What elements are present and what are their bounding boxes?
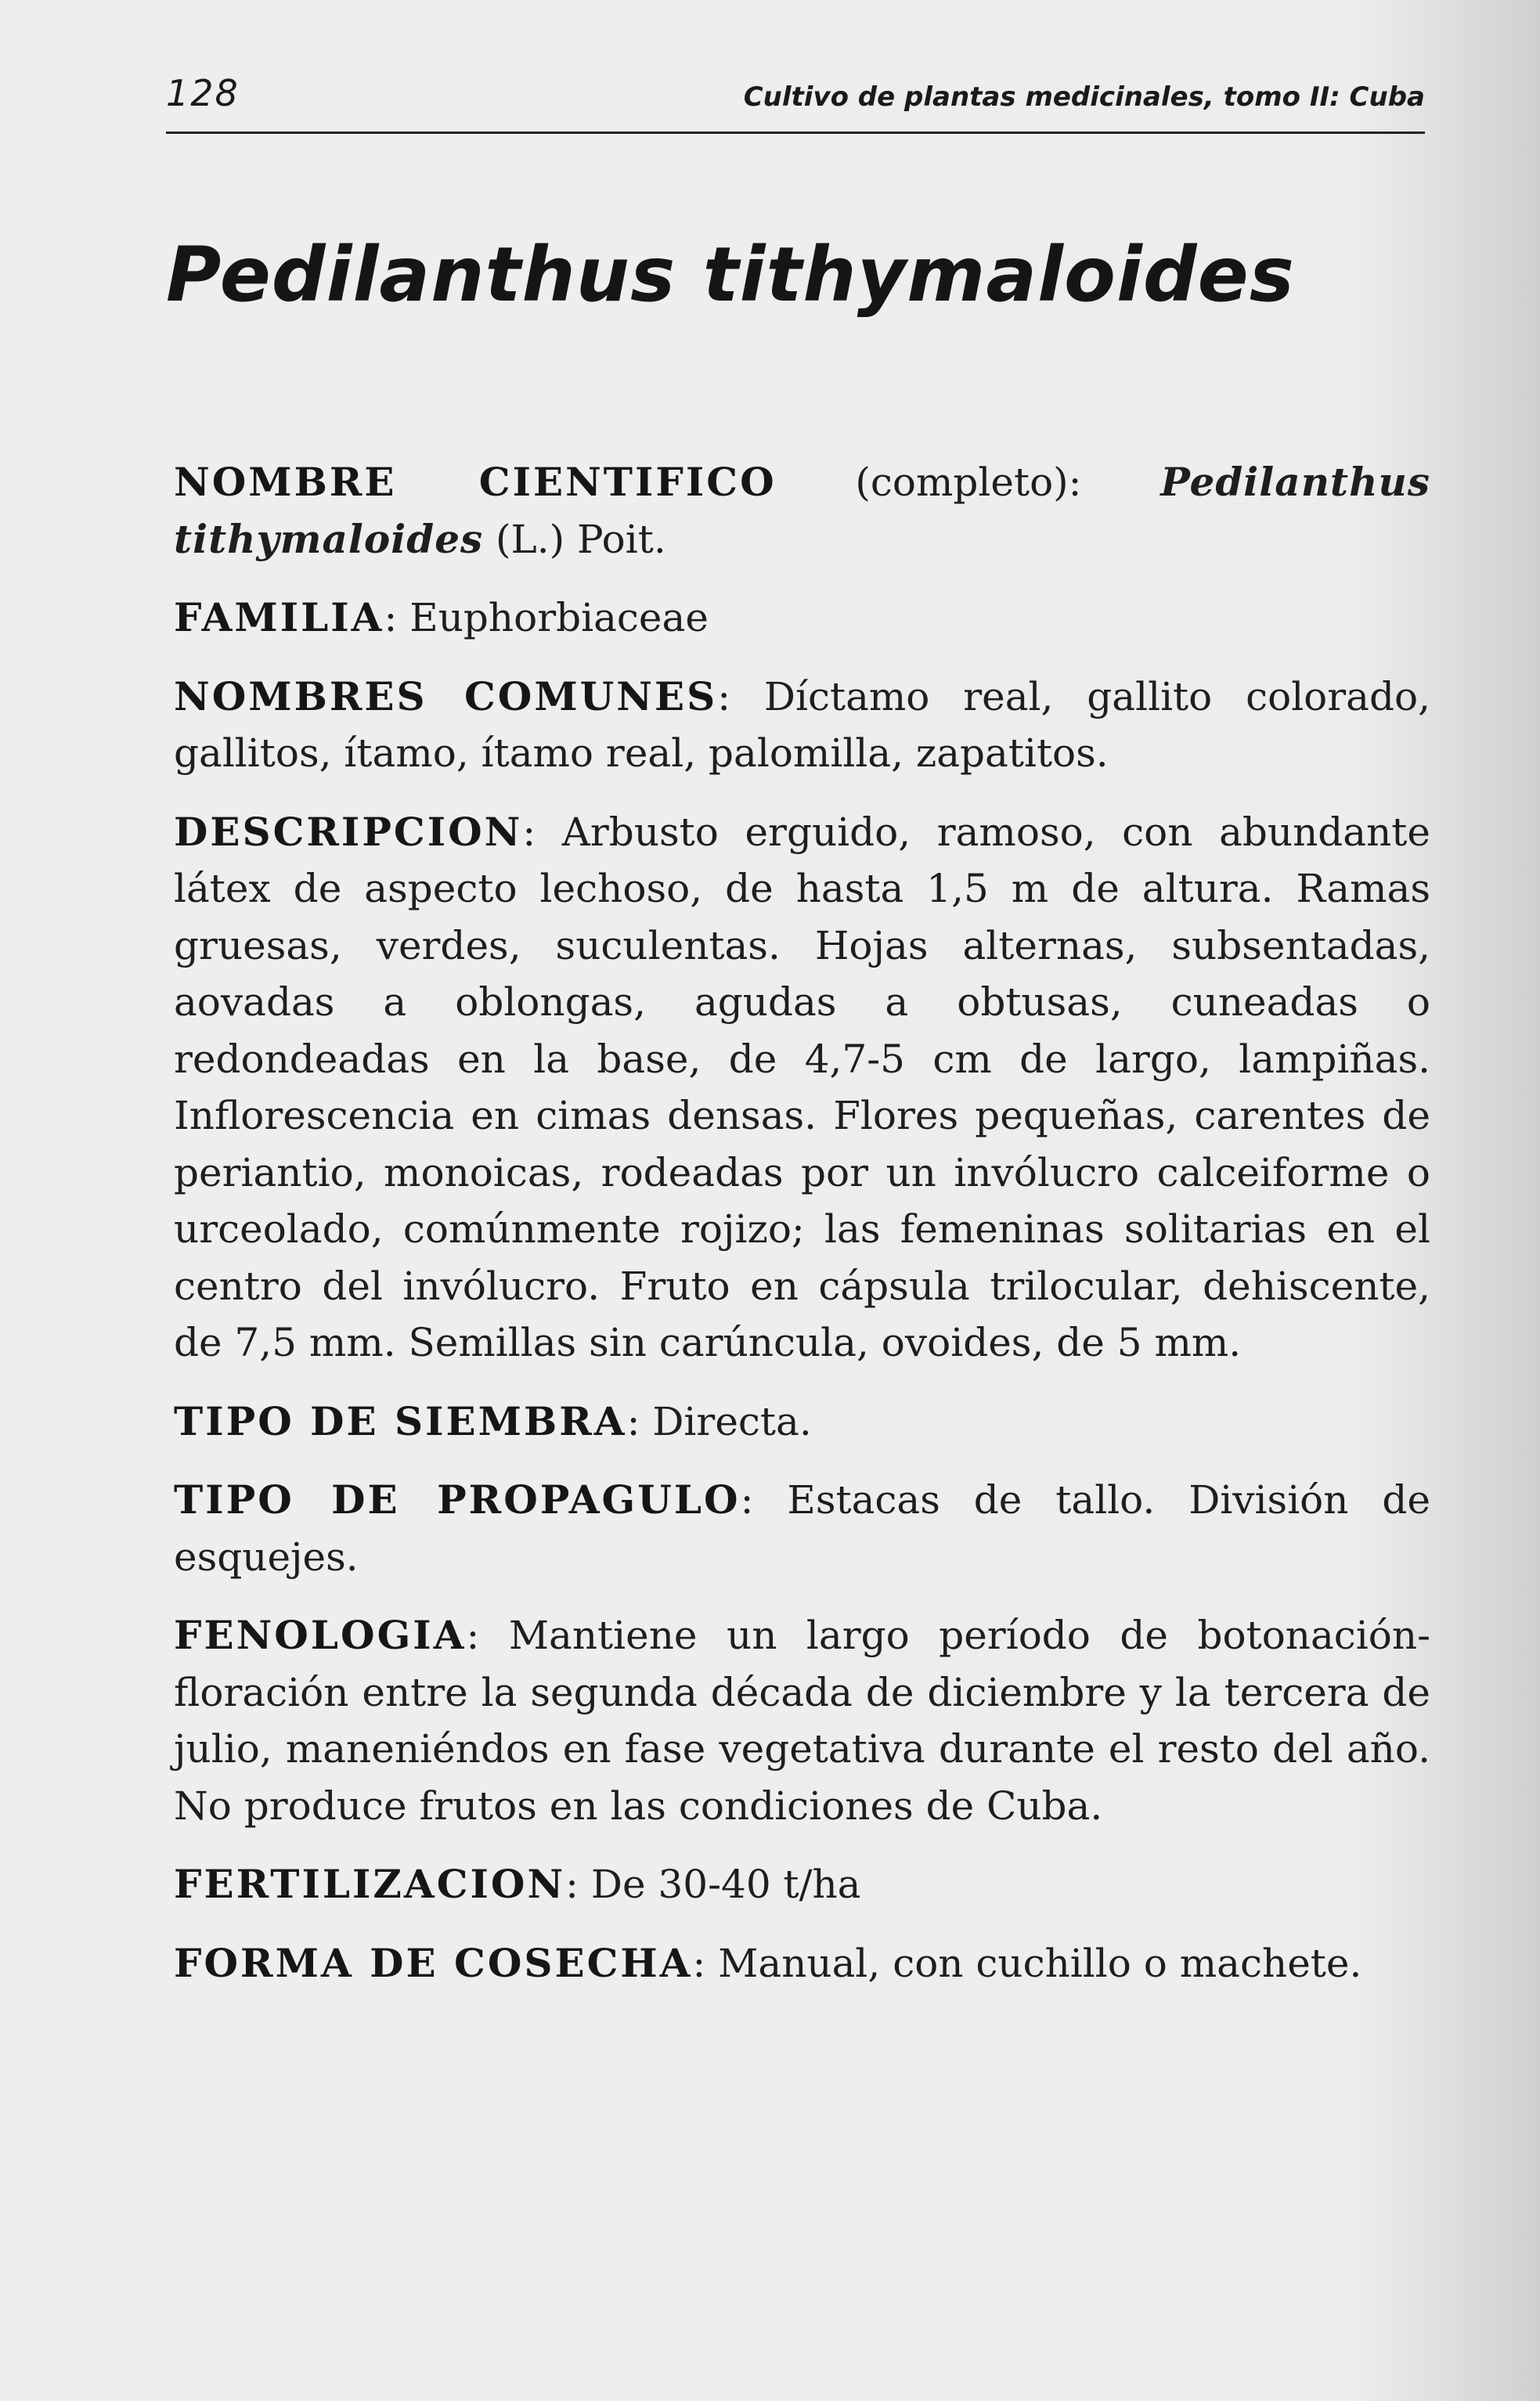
section-harvest: FORMA DE COSECHA: Manual, con cuchillo o machete. bbox=[174, 1939, 1362, 1986]
section-text: Manual, con cuchillo o machete. bbox=[705, 1940, 1362, 1986]
scientific-name: Pedilanthus tithymaloides bbox=[174, 459, 1430, 562]
section-label: FERTILIZACION bbox=[174, 1861, 566, 1907]
section-family: FAMILIA: Euphorbiaceae bbox=[174, 594, 709, 640]
section-label: TIPO DE PROPAGULO bbox=[174, 1476, 741, 1523]
species-title: Pedilanthus tithymaloides bbox=[166, 231, 1295, 319]
section-label: FENOLOGIA bbox=[174, 1612, 467, 1658]
section-label: TIPO DE SIEMBRA bbox=[174, 1397, 627, 1444]
section-label: FORMA DE COSECHA bbox=[174, 1939, 693, 1986]
section-description: DESCRIPCION: Arbusto erguido, ramoso, con abundante látex de aspecto lechoso, de hasta 1,5 m de altura. Ramas gruesas, verdes, suculentas. Hojas alternas, subsentadas, aovadas a oblongas, agudas a obtusas, cuneadas o redondeadas en la base, de 4,7-5 cm de largo, lampiñas. Inflorescencia en cimas densas. Flores pequeñas, carentes de periantio, monoicas, rodeadas por un invólucro calceiforme o urceolado, comúnmente rojizo; las femeninas solitarias en el centro del invólucro. Fruto en cápsula trilocular, dehiscente, de 7,5 mm. Semillas sin carúncula, ovoides, de 5 mm. bbox=[174, 808, 1430, 1365]
section-label: DESCRIPCION bbox=[174, 808, 523, 855]
page-header bbox=[166, 72, 1425, 135]
section-qualifier: (completo): bbox=[776, 460, 1161, 505]
section-text: Arbusto erguido, ramoso, con abundante látex de aspecto lechoso, de hasta 1,5 m de altura. Ramas gruesas, verdes, suculentas. Hojas alternas, subsentadas, aovadas a oblongas, agudas a obtusas, cuneadas o redondeadas en la base, de 4,7-5 cm de largo, lampiñas. Inflorescencia en cimas densas. Flores pequeñas, carentes de periantio, monoicas, rodeadas por un invólucro calceiforme o urceolado, comúnmente rojizo; las femeninas solitarias en el centro del invólucro. Fruto en cápsula trilocular, dehiscente, de 7,5 mm. Semillas sin carúncula, ovoides, de 5 mm. bbox=[174, 809, 1430, 1365]
header-rule bbox=[166, 132, 1425, 134]
section-common-names: NOMBRES COMUNES: Díctamo real, gallito colorado, gallitos, ítamo, ítamo real, palomilla, zapatitos. bbox=[174, 672, 1430, 776]
section-text: Mantiene un largo período de botonación-floración entre la segunda década de diciembre y la tercera de julio, maneniéndos en fase vegetativa durante el resto del año. No produce frutos en las condiciones de Cuba. bbox=[174, 1613, 1430, 1829]
section-label: NOMBRES COMUNES bbox=[174, 672, 718, 719]
section-scientific-name bbox=[174, 454, 1430, 568]
section-text: De 30-40 t/ha bbox=[579, 1862, 861, 1907]
page-number: 128 bbox=[166, 72, 240, 114]
section-fertilization: FERTILIZACION: De 30-40 t/ha bbox=[174, 1861, 861, 1907]
running-title: Cultivo de plantas medicinales, tomo II: Cuba bbox=[743, 81, 1425, 113]
section-label: FAMILIA bbox=[174, 594, 384, 640]
section-text: Directa. bbox=[640, 1398, 812, 1444]
section-propagule-type: TIPO DE PROPAGULO: Estacas de tallo. División de esquejes. bbox=[174, 1476, 1431, 1580]
section-text: Euphorbiaceae bbox=[397, 595, 709, 640]
section-sowing-type: TIPO DE SIEMBRA: Directa. bbox=[174, 1397, 812, 1444]
author-citation: (L.) Poit. bbox=[483, 516, 666, 562]
section-phenology: FENOLOGIA: Mantiene un largo período de botonación-floración entre la segunda década de diciembre y la tercera de julio, maneniéndos en fase vegetativa durante el resto del año. No produce frutos en las condiciones de Cuba. bbox=[174, 1612, 1430, 1829]
section-label: NOMBRE CIENTIFICO bbox=[174, 459, 777, 505]
section-text: Estacas de tallo. División de esquejes. bbox=[174, 1477, 1431, 1580]
section-text: Díctamo real, gallito colorado, gallitos, ítamo, ítamo real, palomilla, zapatitos. bbox=[174, 673, 1430, 776]
species-description-body bbox=[174, 454, 1430, 2013]
